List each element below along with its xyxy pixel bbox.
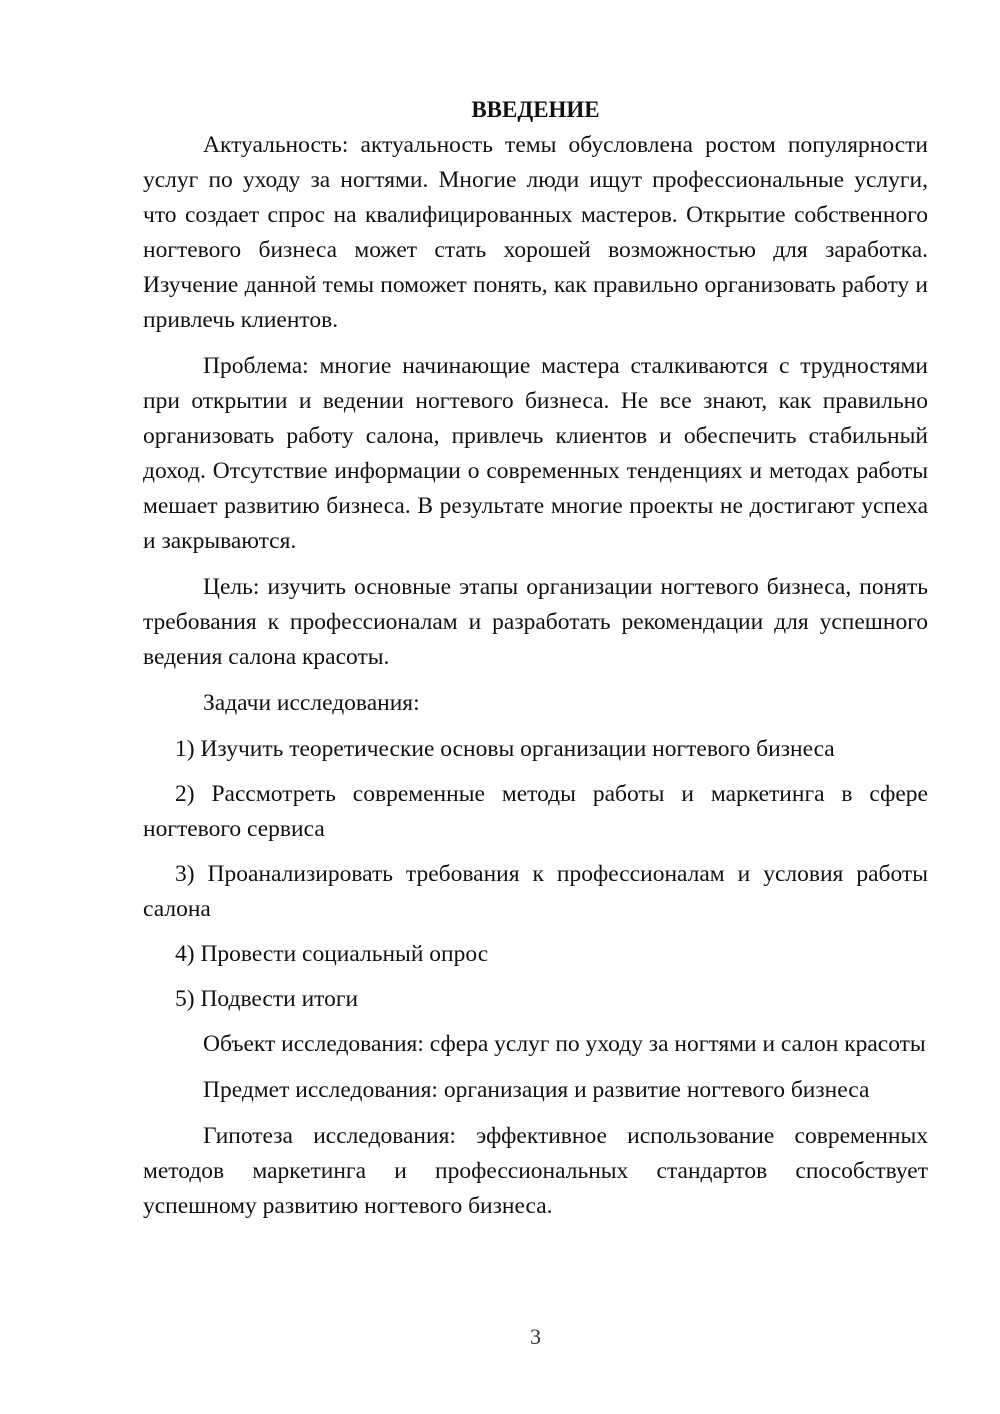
paragraph-tasks-intro: Задачи исследования: [203, 690, 420, 716]
paragraph-goal: Цель: изучить основные этапы организации ногтевого бизнеса, понять требования к профессионалам и разработать рекомендации для успешного ведения салона красоты. [143, 574, 928, 670]
list-item: 1) Изучить теоретические основы организации ногтевого бизнеса [175, 736, 835, 762]
list-item: 5) Подвести итоги [175, 986, 359, 1012]
paragraph-problem: Проблема: многие начинающие мастера сталкиваются с трудностями при открытии и ведении ногтевого бизнеса. Не все знают, как правильно организовать работу салона, привлечь клиентов и обеспечить стабильный доход. Отсутствие информации о современных тенденциях и методах работы мешает развитию бизнеса. В результате многие проекты не достигают успеха и закрываются. [143, 353, 928, 554]
paragraph-relevance: Актуальность: актуальность темы обусловлена ростом популярности услуг по уходу за ногтями. Многие люди ищут профессиональные услуги, что создает спрос на квалифицированных мастеров. Открытие собственного ногтевого бизнеса может стать хорошей возможностью для заработка. Изучение данной темы поможет понять, как правильно организовать работу и привлечь клиентов. [143, 132, 928, 333]
list-item: 4) Провести социальный опрос [175, 941, 489, 967]
paragraph-hypothesis: Гипотеза исследования: эффективное использование современных методов маркетинга и профессиональных стандартов способствует успешному развитию ногтевого бизнеса. [143, 1123, 928, 1219]
list-item: 3) Проанализировать требования к профессионалам и условия работы салона [143, 861, 928, 922]
tasks-list [143, 732, 928, 1017]
page-number: 3 [530, 1324, 541, 1349]
page-title: ВВЕДЕНИЕ [471, 97, 600, 122]
paragraph-subject: Предмет исследования: организация и развитие ногтевого бизнеса [203, 1077, 870, 1103]
page-content [143, 92, 928, 1235]
list-item: 2) Рассмотреть современные методы работы и маркетинга в сфере ногтевого сервиса [143, 781, 928, 842]
paragraph-object: Объект исследования: сфера услуг по уходу за ногтями и салон красоты [203, 1031, 926, 1057]
